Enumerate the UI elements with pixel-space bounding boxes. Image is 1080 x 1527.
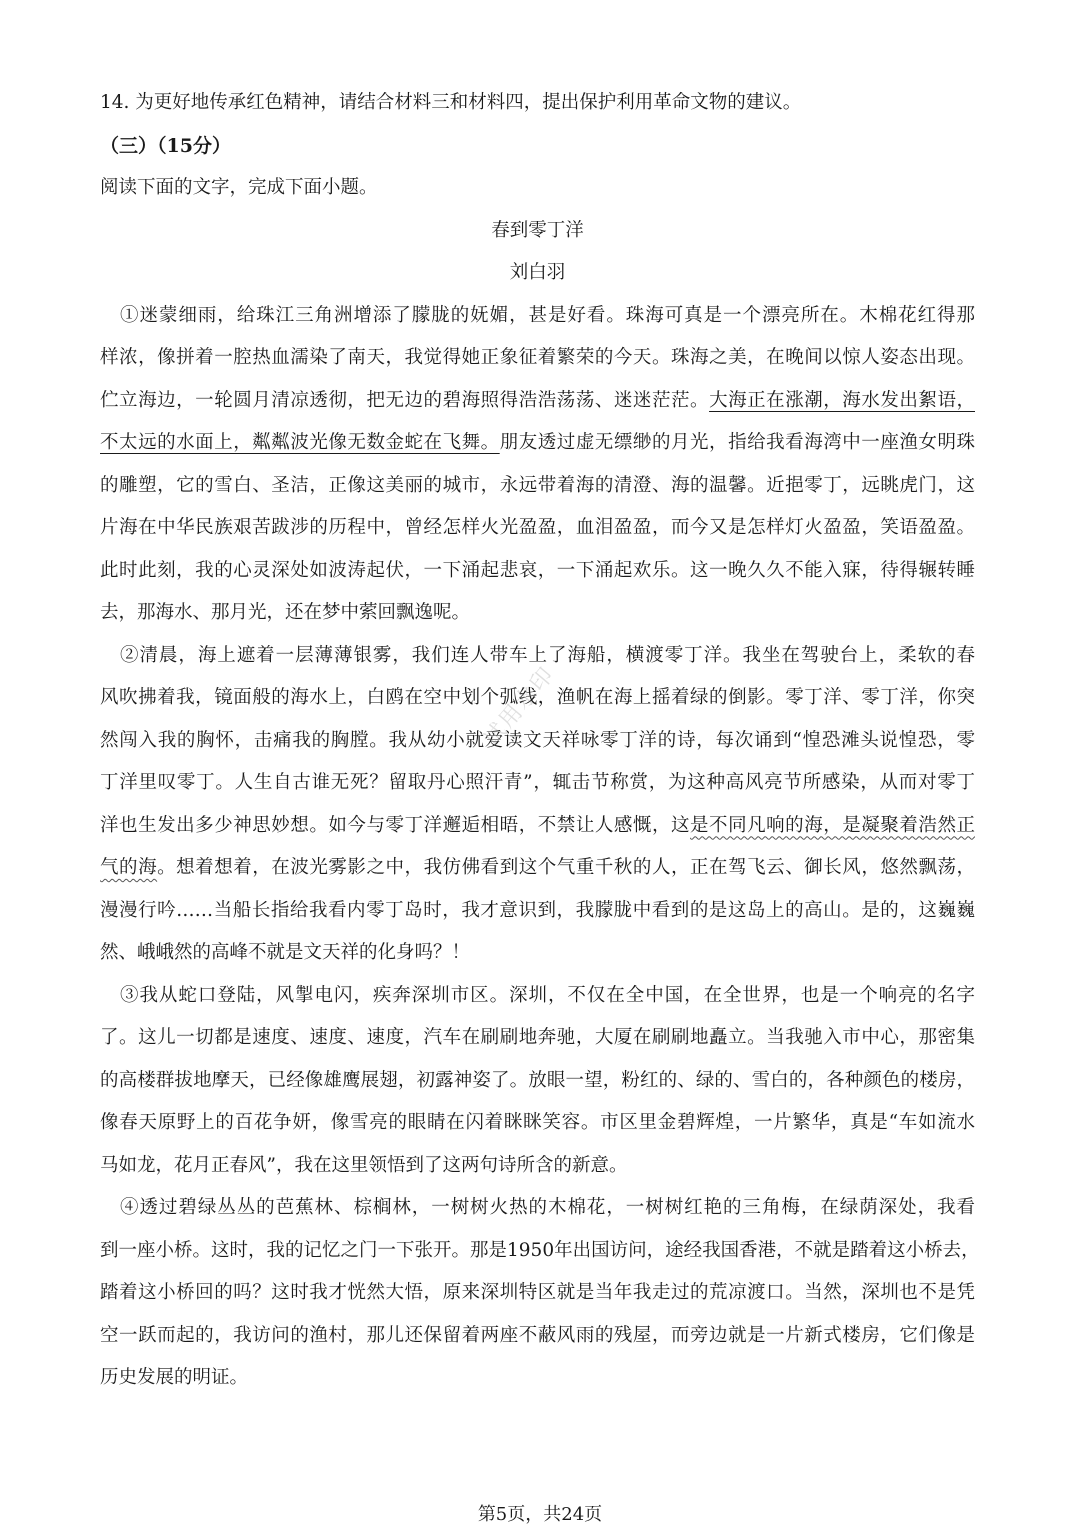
text-line [100, 550, 975, 593]
text-segment: ①迷蒙细雨，给珠江三角洲增添了朦胧的妩媚，甚是好看。珠海可真是一个漂亮所在。木棉花红得那 [120, 304, 975, 326]
section-heading: （三）（15分） [100, 134, 231, 157]
text-segment: 马如龙，花月正春风”，我在这里领悟到了这两句诗所含的新意。 [100, 1154, 628, 1176]
article-author: 刘白羽 [509, 262, 566, 283]
text-segment: 然闯入我的胸怀，击痛我的胸膛。我从幼小就爱读文天祥咏零丁洋的诗，每次诵到“惶恐滩头说惶恐，零 [100, 729, 975, 751]
text-segment: 了。这儿一切都是速度、速度、速度，汽车在刷刷地奔驰，大厦在刷刷地矗立。当我驰入市中心，那密集 [100, 1027, 975, 1048]
text-line [100, 1315, 975, 1358]
text-line [100, 1145, 975, 1188]
text-line [100, 1017, 975, 1060]
text-segment: 去，那海水、那月光，还在梦中萦回飘逸呢。 [100, 602, 471, 623]
text-line [100, 762, 975, 805]
page-footer: 第5页，共24页 [477, 1504, 603, 1525]
text-line [100, 932, 975, 975]
text-segment: 风吹拂着我，镜面般的海水上，白鸥在空中划个弧线，渔帆在海上摇着绿的倒影。零丁洋、零丁洋，你突 [100, 687, 975, 708]
article-paragraphs [100, 295, 980, 1400]
text-segment: 洋也生发出多少神思妙想。如今与零丁洋邂逅相晤，不禁让人感慨，这 [100, 814, 691, 836]
paragraph-4 [100, 1187, 980, 1400]
text-line [100, 890, 975, 933]
text-line [100, 1357, 975, 1400]
text-line [100, 465, 975, 508]
text-segment: 空一跃而起的，我访问的渔村，那儿还保留着两座不蔽风雨的残屋，而旁边就是一片新式楼房，它们像是 [100, 1324, 975, 1346]
paragraph-3 [100, 975, 975, 1188]
text-line [100, 1102, 975, 1145]
text-line [100, 720, 975, 763]
question-14: 14. 为更好地传承红色精神，请结合材料三和材料四，提出保护利用革命文物的建议。 [100, 92, 802, 113]
document-body [100, 82, 980, 1400]
text-line [100, 295, 975, 338]
text-line [100, 1060, 975, 1103]
text-segment: 的雕塑，它的雪白、圣洁，正像这美丽的城市，永远带着海的清澄、海的温馨。近挹零丁，远眺虎门，这 [100, 474, 975, 496]
text-segment: 片海在中华民族艰苦跋涉的历程中，曾经怎样火光盈盈，血泪盈盈，而今又是怎样灯火盈盈，笑语盈盈。 [100, 517, 975, 538]
underlined-text: 不太远的水面上，粼粼波光像无数金蛇在飞舞。 [100, 432, 500, 453]
wavy-underlined-text: 气的海 [100, 857, 158, 878]
text-segment: 踏着这小桥回的吗？这时我才恍然大悟，原来深圳特区就是当年我走过的荒凉渡口。当然，深圳也不是凭 [100, 1282, 975, 1303]
text-line [100, 337, 975, 380]
text-line [100, 847, 975, 890]
text-segment: 朋友透过虚无缥缈的月光，指给我看海湾中一座渔女明珠 [499, 432, 975, 453]
paragraph-1 [100, 295, 975, 635]
text-segment: 像春天原野上的百花争妍，像雪亮的眼睛在闪着眯眯笑容。市区里金碧辉煌，一片繁华，真是“车如流水 [100, 1112, 975, 1133]
watermark: 试用水印 [479, 661, 560, 752]
text-segment: ④透过碧绿丛丛的芭蕉林、棕榈林，一树树火热的木棉花，一树树红艳的三角梅，在绿荫深处，我看 [120, 1197, 975, 1218]
text-line [100, 422, 975, 465]
text-line [100, 975, 975, 1018]
text-segment: 伫立海边，一轮圆月清凉透彻，把无边的碧海照得浩浩荡荡、迷迷茫茫。 [100, 389, 710, 411]
text-segment: ③我从蛇口登陆，风掣电闪，疾奔深圳市区。深圳，不仅在全中国，在全世界，也是一个响亮的名字 [120, 984, 975, 1006]
text-segment: 此时此刻，我的心灵深处如波涛起伏，一下涌起悲哀，一下涌起欢乐。这一晚久久不能入寐，待得辗转睡 [100, 559, 975, 581]
text-line [100, 507, 975, 550]
underlined-text: 大海正在涨潮，海水发出絮语， [709, 389, 975, 411]
text-line [100, 380, 975, 423]
reading-instruction: 阅读下面的文字，完成下面小题。 [100, 177, 378, 198]
text-segment: 丁洋里叹零丁。人生自古谁无死？留取丹心照汗青”，辄击节称赏，为这种高风亮节所感染，从而对零丁 [100, 772, 975, 793]
text-segment: 到一座小桥。这时，我的记忆之门一下张开。那是1950年出国访问，途经我国香港，不就是踏着这小桥去， [100, 1239, 980, 1261]
text-segment: 样浓，像拼着一腔热血濡染了南天，我觉得她正象征着繁荣的今天。珠海之美，在晚间以惊人姿态出现。 [100, 347, 975, 368]
wavy-underlined-text: 是不同凡响的海，是凝聚着浩然正 [690, 814, 975, 836]
text-segment: 历史发展的明证。 [100, 1367, 249, 1388]
text-line [100, 592, 975, 635]
article-title: 春到零丁洋 [491, 219, 584, 241]
text-segment: 然、峨峨然的高峰不就是文天祥的化身吗？！ [100, 942, 471, 963]
text-line [100, 805, 975, 848]
text-segment: 的高楼群拔地摩天，已经像雄鹰展翅，初露神姿了。放眼一望，粉红的、绿的、雪白的，各种颜色的楼房， [100, 1069, 975, 1091]
text-line [100, 1187, 975, 1230]
text-line [100, 1272, 975, 1315]
text-line [100, 1230, 980, 1273]
text-segment: ②清晨，海上遮着一层薄薄银雾，我们连人带车上了海船，横渡零丁洋。我坐在驾驶台上，柔软的春 [120, 644, 975, 666]
text-segment: 漫漫行吟……当船长指给我看内零丁岛时，我才意识到，我朦胧中看到的是这岛上的高山。是的，这巍巍 [100, 899, 975, 921]
text-segment: 。想着想着，在波光雾影之中，我仿佛看到这个气重千秋的人，正在驾飞云、御长风，悠然飘荡， [157, 857, 975, 878]
